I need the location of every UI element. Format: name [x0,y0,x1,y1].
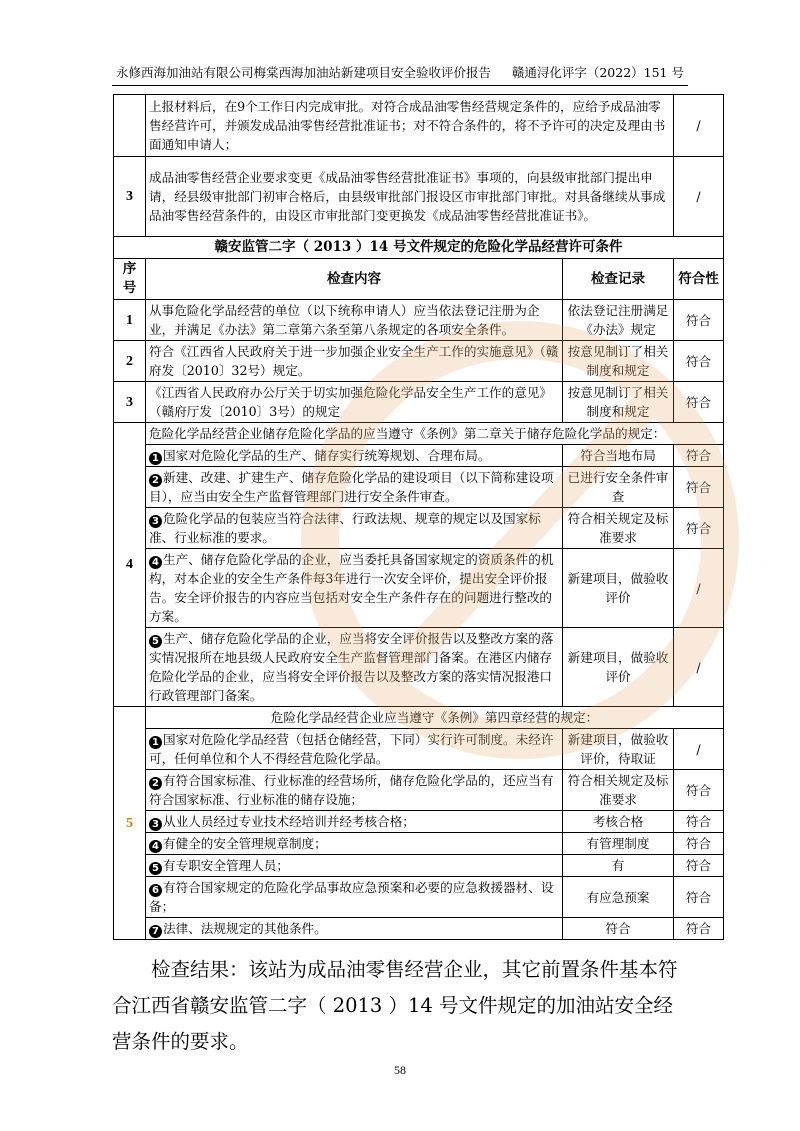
check-content: 1 国家对危险化学品经营（包括仓储经营，下同）实行许可制度。未经许可，任何单位和个人不得经营危险化学品。 [146,729,563,770]
table-row [114,707,724,729]
col-header-content: 检查内容 [146,259,563,300]
number-3-icon: 3 [149,515,162,528]
row-number [114,95,146,157]
header-report-number: 赣通浔化评字（2022）151 号 [511,65,684,80]
row-number: 4 [114,423,146,707]
row-number: 2 [114,341,146,382]
check-content: 4 生产、储存危险化学品的企业，应当委托具备国家规定的资质条件的机构，对本企业的安全生产条件每3年进行一次安全评价，提出安全评价报告。安全评价报告的内容应当包括对安全生产条件存在的问题进行整改的方案。 [146,549,563,628]
table-row [114,811,724,833]
check-record: 符合当地布局 [563,445,674,467]
check-content: 6 有符合国家规定的危险化学品事故应急预案和必要的应急救援器材、设备； [146,877,563,918]
compliance: 符合 [674,855,724,877]
check-record: 考核合格 [563,811,674,833]
check-content: 2 新建、改建、扩建生产、储存危险化学品的建设项目（以下简称建设项目），应当由安全生产监督管理部门进行安全条件审查。 [146,467,563,508]
table-row [114,508,724,549]
row4-intro: 危险化学品经营企业储存危险化学品的应当遵守《条例》第二章关于储存危险化学品的规定： [146,423,724,445]
table-row [114,628,724,707]
table-row [114,729,724,770]
check-record: 有管理制度 [563,833,674,855]
table-row [114,467,724,508]
check-content: 上报材料后，在9个工作日内完成审批。对符合成品油零售经营规定条件的，应给予成品油零售经营许可，并颁发成品油零售经营批准证书；对不符合条件的，将不予许可的决定及理由书面通知申请人； [146,95,674,157]
compliance: 符合 [674,508,724,549]
compliance: 符合 [674,300,724,341]
number-4-icon: 4 [149,556,162,569]
check-record: 新建项目，做验收评价，待取证 [563,729,674,770]
table-row [114,855,724,877]
compliance: 符合 [674,918,724,940]
page-number: 58 [394,1063,406,1077]
inspection-table [113,94,724,940]
compliance: 符合 [674,341,724,382]
col-header-result: 符合性 [674,259,724,300]
table-row [114,877,724,918]
table-row [114,382,724,423]
table-row [114,157,724,237]
table-row [114,341,724,382]
number-1-icon: 1 [149,452,162,465]
compliance: 符合 [674,877,724,918]
table-row [114,445,724,467]
number-1-icon: 1 [149,736,162,749]
number-5-icon: 5 [149,862,162,875]
table-row [114,833,724,855]
compliance: 符合 [674,382,724,423]
check-content: 成品油零售经营企业要求变更《成品油零售经营批准证书》事项的，向县级审批部门提出申请，经县级审批部门初审合格后，由县级审批部门报设区市审批部门审批。对具备继续从事成品油零售经营条件的，由设区市审批部门变更换发《成品油零售经营批准证书》。 [146,157,674,237]
row-number: 1 [114,300,146,341]
column-header-row [114,259,724,300]
check-content: 5 生产、储存危险化学品的企业，应当将安全评价报告以及整改方案的落实情况报所在地县级人民政府安全生产监督管理部门备案。在港区内储存危险化学品的企业，应当将安全评价报告以及整改方案的落实情况报港口行政管理部门备案。 [146,628,563,707]
compliance: 符合 [674,770,724,811]
check-content: 从事危险化学品经营的单位（以下统称申请人）应当依法登记注册为企业，并满足《办法》第二章第六条至第八条规定的各项安全条件。 [146,300,563,341]
check-record: 按意见制订了相关制度和规定 [563,382,674,423]
table-row [114,770,724,811]
check-record: 新建项目，做验收评价 [563,628,674,707]
compliance: / [674,157,724,237]
row-number: 3 [114,382,146,423]
number-6-icon: 6 [149,884,162,897]
check-record: 符合相关规定及标准要求 [563,508,674,549]
header-report-title: 永修西海加油站有限公司梅棠西海加油站新建项目安全验收评价报告 [116,65,492,80]
number-2-icon: 2 [149,474,162,487]
table-row [114,423,724,445]
check-content: 《江西省人民政府办公厅关于切实加强危险化学品安全生产工作的意见》（赣府厅发〔2010〕3号）的规定 [146,382,563,423]
compliance: / [674,628,724,707]
check-record: 符合 [563,918,674,940]
table-row [114,918,724,940]
compliance: / [674,95,724,157]
row5-intro: 危险化学品经营企业应当遵守《条例》第四章经营的规定： [146,707,724,729]
check-content: 4 有健全的安全管理规章制度； [146,833,563,855]
check-content: 3 危险化学品的包装应当符合法律、行政法规、规章的规定以及国家标准、行业标准的要求。 [146,508,563,549]
number-5-icon: 5 [149,635,162,648]
check-record: 按意见制订了相关制度和规定 [563,341,674,382]
compliance: / [674,729,724,770]
col-header-no: 序号 [114,259,146,300]
conclusion-text: 检查结果：该站为成品油零售经营企业，其它前置条件基本符合江西省赣安监管二字（ 2013 ）14 号文件规定的加油站安全经营条件的要求。 [112,958,678,1053]
col-header-record: 检查记录 [563,259,674,300]
check-content: 7 法律、法规规定的其他条件。 [146,918,563,940]
number-4-icon: 4 [149,840,162,853]
page-header [112,63,688,86]
check-content: 3 从业人员经过专业技术经培训并经考核合格； [146,811,563,833]
table-row [114,95,724,157]
row-number: 5 [114,707,146,940]
check-record: 新建项目，做验收评价 [563,549,674,628]
check-record: 已进行安全条件审查 [563,467,674,508]
check-content: 符合《江西省人民政府关于进一步加强企业安全生产工作的实施意见》（赣府发〔2010〕32号）规定。 [146,341,563,382]
compliance: 符合 [674,811,724,833]
check-content: 2 有符合国家标准、行业标准的经营场所，储存危险化学品的，还应当有符合国家标准、行业标准的储存设施； [146,770,563,811]
check-record: 依法登记注册满足《办法》规定 [563,300,674,341]
table-row [114,300,724,341]
conclusion [112,952,692,1060]
number-7-icon: 7 [149,925,162,938]
compliance: 符合 [674,445,724,467]
table-row [114,549,724,628]
check-record: 有应急预案 [563,877,674,918]
compliance: / [674,549,724,628]
check-content: 5 有专职安全管理人员； [146,855,563,877]
check-record: 符合相关规定及标准要求 [563,770,674,811]
compliance: 符合 [674,467,724,508]
section-title: 赣安监管二字（ 2013 ）14 号文件规定的危险化学品经营许可条件 [114,237,724,259]
check-content: 1 国家对危险化学品的生产、储存实行统筹规划、合理布局。 [146,445,563,467]
check-record: 有 [563,855,674,877]
row-number: 3 [114,157,146,237]
compliance: 符合 [674,833,724,855]
section-title-row [114,237,724,259]
number-3-icon: 3 [149,818,162,831]
number-2-icon: 2 [149,777,162,790]
